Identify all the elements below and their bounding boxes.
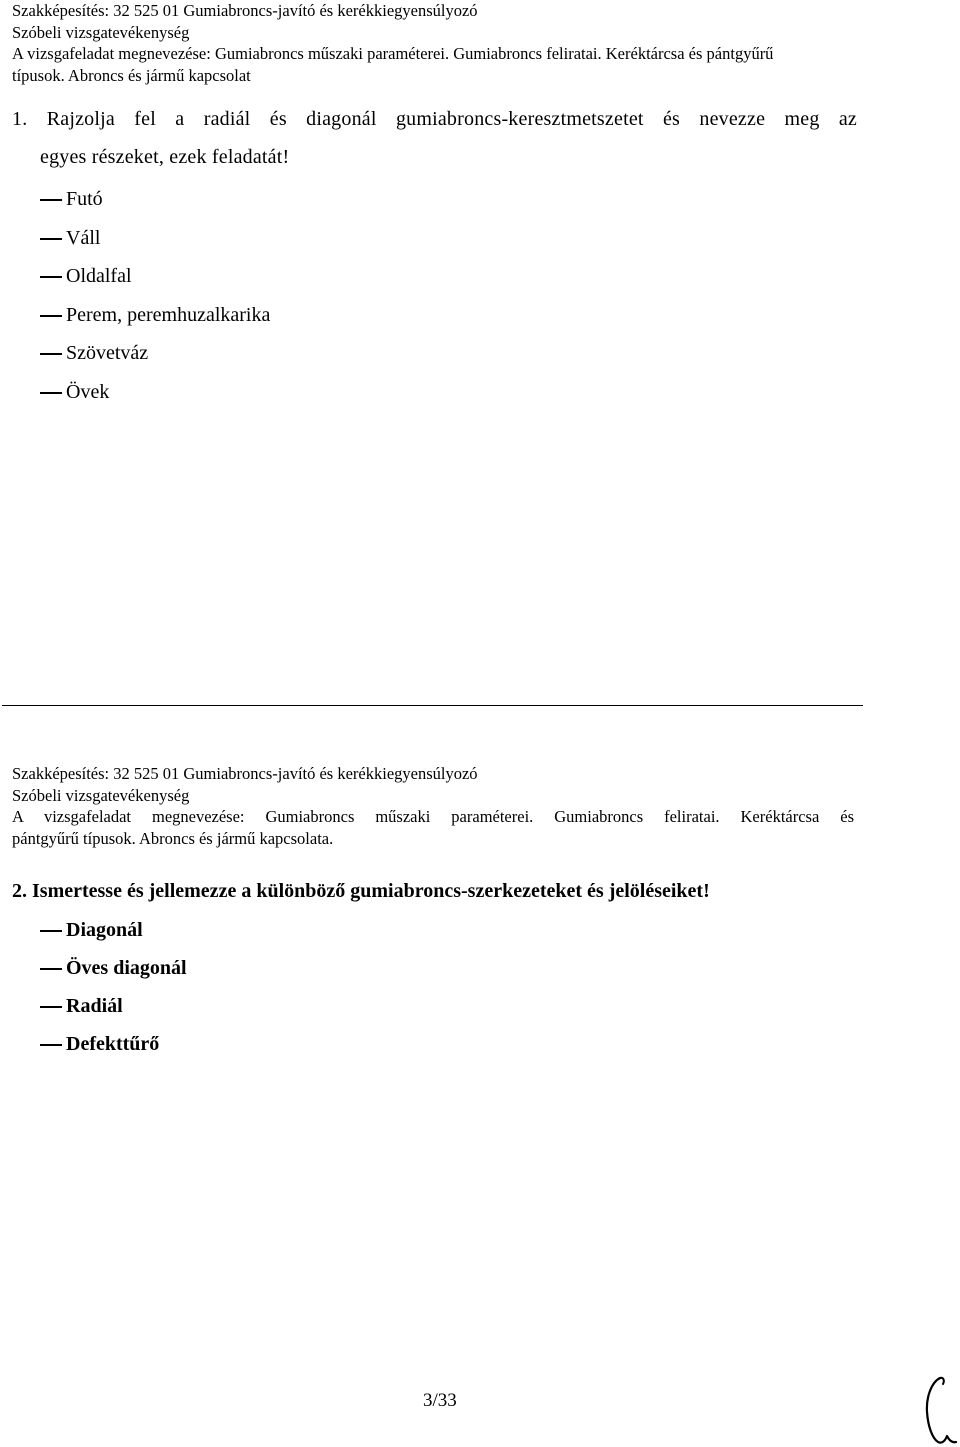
header-exam-type: Szóbeli vizsgatevékenység <box>12 22 190 42</box>
dash-bullet-icon <box>40 315 62 317</box>
dash-bullet-icon <box>40 276 62 278</box>
list-item <box>40 911 187 949</box>
question-1-text-cont: egyes részeket, ezek feladatát! <box>40 146 290 168</box>
header-task-name: A vizsgafeladat megnevezése: Gumiabroncs műszaki paraméterei. Gumiabroncs feliratai. Keréktárcsa és pántgyűrű <box>12 44 774 63</box>
dash-bullet-icon <box>40 392 62 394</box>
dash-bullet-icon <box>40 930 62 932</box>
dash-bullet-icon <box>40 353 62 355</box>
list-item-label: Övek <box>66 380 110 403</box>
list-item <box>40 180 270 219</box>
header-qualification: Szakképesítés: 32 525 01 Gumiabroncs-javító és kerékkiegyensúlyozó <box>12 764 478 783</box>
question-1 <box>12 104 857 172</box>
header-exam-type: Szóbeli vizsgatevékenység <box>12 785 190 805</box>
page-header-bottom <box>12 763 854 849</box>
list-item-label: Defekttűrő <box>66 1033 160 1055</box>
list-item <box>40 373 270 412</box>
list-item <box>40 257 270 296</box>
list-item-label: Öves diagonál <box>66 957 187 979</box>
list-item <box>40 296 270 335</box>
header-task-name: A vizsgafeladat megnevezése: Gumiabroncs műszaki paraméterei. Gumiabroncs feliratai. Keréktárcsa és <box>12 807 854 826</box>
question-1-answer-list <box>40 180 270 411</box>
list-item-label: Oldalfal <box>66 265 132 288</box>
list-item-label: Váll <box>66 226 101 249</box>
dash-bullet-icon <box>40 199 62 201</box>
list-item <box>40 987 187 1025</box>
list-item-label: Radiál <box>66 995 123 1017</box>
page-header-top <box>12 0 912 86</box>
dash-bullet-icon <box>40 1006 62 1008</box>
dash-bullet-icon <box>40 238 62 240</box>
page-break-divider <box>2 705 863 706</box>
page-number: 3/33 <box>423 1390 457 1411</box>
dash-bullet-icon <box>40 968 62 970</box>
question-2-answer-list <box>40 911 187 1063</box>
dash-bullet-icon <box>40 1044 62 1046</box>
header-qualification: Szakképesítés: 32 525 01 Gumiabroncs-javító és kerékkiegyensúlyozó <box>12 1 478 20</box>
header-task-name-cont: pántgyűrű típusok. Abroncs és jármű kapcsolata. <box>12 828 334 848</box>
list-item <box>40 334 270 373</box>
handwritten-signature-icon <box>918 1368 958 1446</box>
header-task-name-cont: típusok. Abroncs és jármű kapcsolat <box>12 65 251 85</box>
question-2-text: 2. Ismertesse és jellemezze a különböző gumiabroncs-szerkezeteket és jelöléseiket! <box>12 880 710 902</box>
list-item-label: Szövetváz <box>66 342 149 365</box>
question-1-text: 1. Rajzolja fel a radiál és diagonál gumiabroncs-keresztmetszetet és nevezze meg az <box>12 108 857 130</box>
list-item <box>40 1025 187 1063</box>
list-item-label: Perem, peremhuzalkarika <box>66 303 271 326</box>
list-item-label: Diagonál <box>66 919 143 941</box>
list-item <box>40 949 187 987</box>
list-item-label: Futó <box>66 188 103 211</box>
list-item <box>40 219 270 258</box>
